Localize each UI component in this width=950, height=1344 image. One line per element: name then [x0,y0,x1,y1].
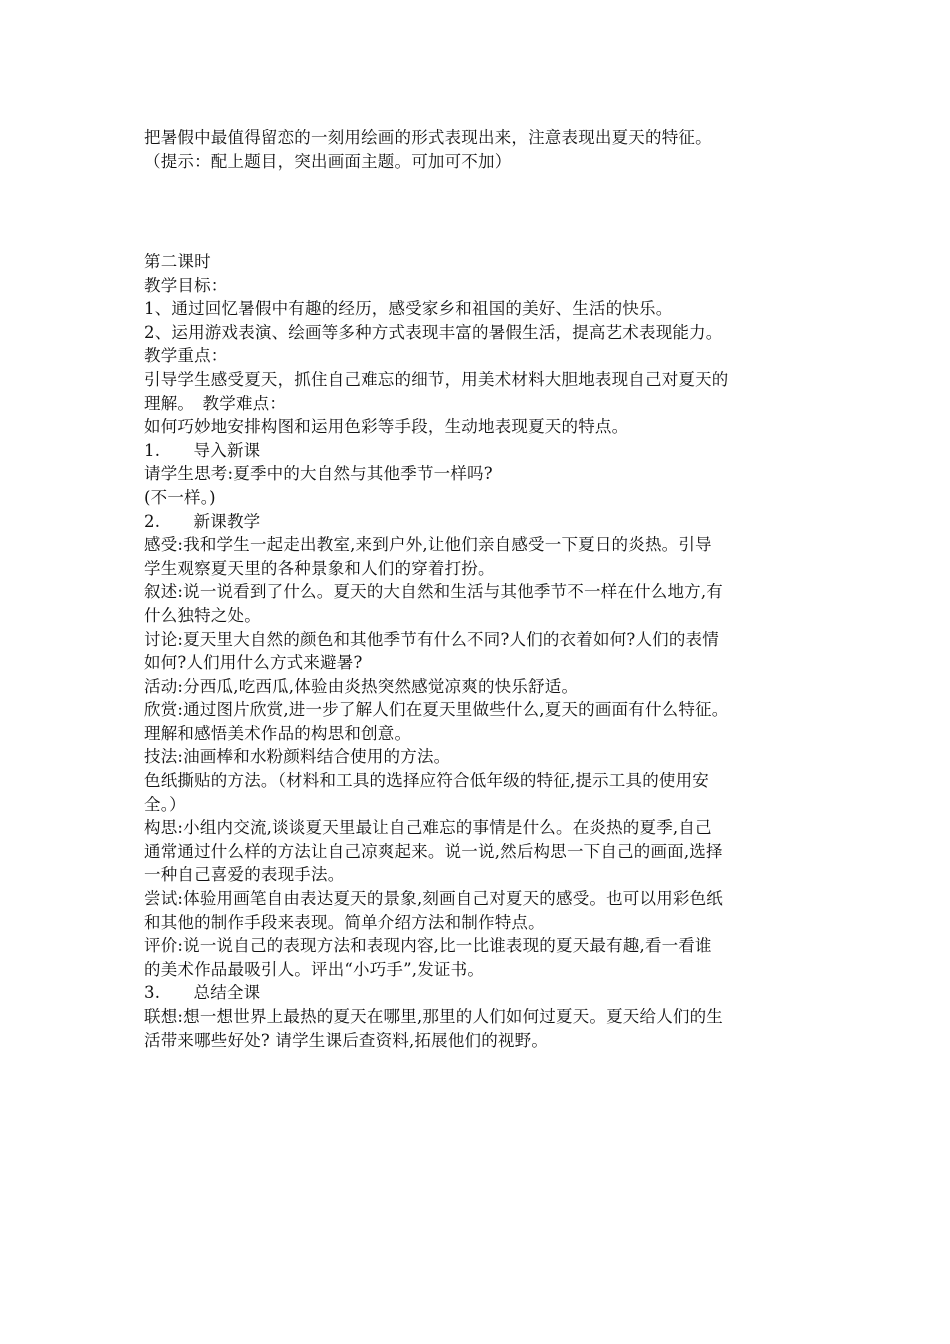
text-line: 的美术作品最吸引人。评出“小巧手”,发证书。 [144,959,485,979]
text-line: 评价:说一说自己的表现方法和表现内容,比一比谁表现的夏天最有趣,看一看谁 [144,936,712,956]
section-heading: 教学重点： [144,346,228,366]
numbered-heading: 1. 导入新课 [144,440,261,460]
text-line: （提示：配上题目，突出画面主题。可加可不加） [144,151,512,171]
text-line: 叙述:说一说看到了什么。夏天的大自然和生活与其他季节不一样在什么地方,有 [144,582,724,602]
text-line: 联想:想一想世界上最热的夏天在哪里,那里的人们如何过夏天。夏天给人们的生 [144,1007,724,1026]
text-line: 引导学生感受夏天，抓住自己难忘的细节，用美术材料大胆地表现自己对夏天的 [144,369,729,389]
text-line: 如何巧妙地安排构图和运用色彩等手段，生动地表现夏天的特点。 [144,417,629,437]
text-line: 2、运用游戏表演、绘画等多种方式表现丰富的暑假生活，提高艺术表现能力。 [144,322,723,342]
section-heading: 教学目标： [144,275,228,295]
lesson-heading: 第二课时 [144,252,211,271]
previous-lesson-text [144,126,824,173]
text-line: 构思:小组内交流,谈谈夏天里最让自己难忘的事情是什么。在炎热的夏季,自己 [144,818,712,838]
text-line: 什么独特之处。 [144,605,261,625]
text-line: 一种自己喜爱的表现手法。 [144,865,345,885]
text-line: 学生观察夏天里的各种景象和人们的穿着打扮。 [144,558,495,578]
text-line: 尝试:体验用画笔自由表达夏天的景象,刻画自己对夏天的感受。也可以用彩色纸 [144,889,724,909]
text-line: 感受:我和学生一起走出教室,来到户外,让他们亲自感受一下夏日的炎热。引导 [144,535,712,555]
text-line: 色纸撕贴的方法。（材料和工具的选择应符合低年级的特征,提示工具的使用安 [144,771,709,791]
text-line: 全。） [144,794,186,814]
text-line: 和其他的制作手段来表现。简单介绍方法和制作特点。 [144,912,545,932]
text-line: 技法:油画棒和水粉颜料结合使用的方法。 [144,747,451,767]
text-line: 理解和感悟美术作品的构思和创意。 [144,723,412,743]
text-line: 理解。 教学难点： [144,393,287,413]
text-line: 活带来哪些好处? 请学生课后查资料,拓展他们的视野。 [144,1030,549,1050]
text-line: 通常通过什么样的方法让自己凉爽起来。说一说,然后构思一下自己的画面,选择 [144,841,723,861]
text-line: 讨论:夏天里大自然的颜色和其他季节有什么不同?人们的衣着如何?人们的表情 [144,629,719,649]
text-line: 活动:分西瓜,吃西瓜,体验由炎热突然感觉凉爽的快乐舒适。 [144,676,579,696]
text-line: 把暑假中最值得留恋的一刻用绘画的形式表现出来，注意表现出夏天的特征。 [144,128,712,147]
text-line: (不一样。) [144,487,216,507]
text-line: 欣赏:通过图片欣赏,进一步了解人们在夏天里做些什么,夏天的画面有什么特征。 [144,700,729,720]
text-line: 如何?人们用什么方式来避暑? [144,653,363,673]
numbered-heading: 2. 新课教学 [144,511,261,531]
text-line: 请学生思考:夏季中的大自然与其他季节一样吗? [144,464,493,484]
lesson-two-text [144,250,824,1052]
numbered-heading: 3. 总结全课 [144,983,261,1003]
text-line: 1、通过回忆暑假中有趣的经历，感受家乡和祖国的美好、生活的快乐。 [144,299,673,319]
